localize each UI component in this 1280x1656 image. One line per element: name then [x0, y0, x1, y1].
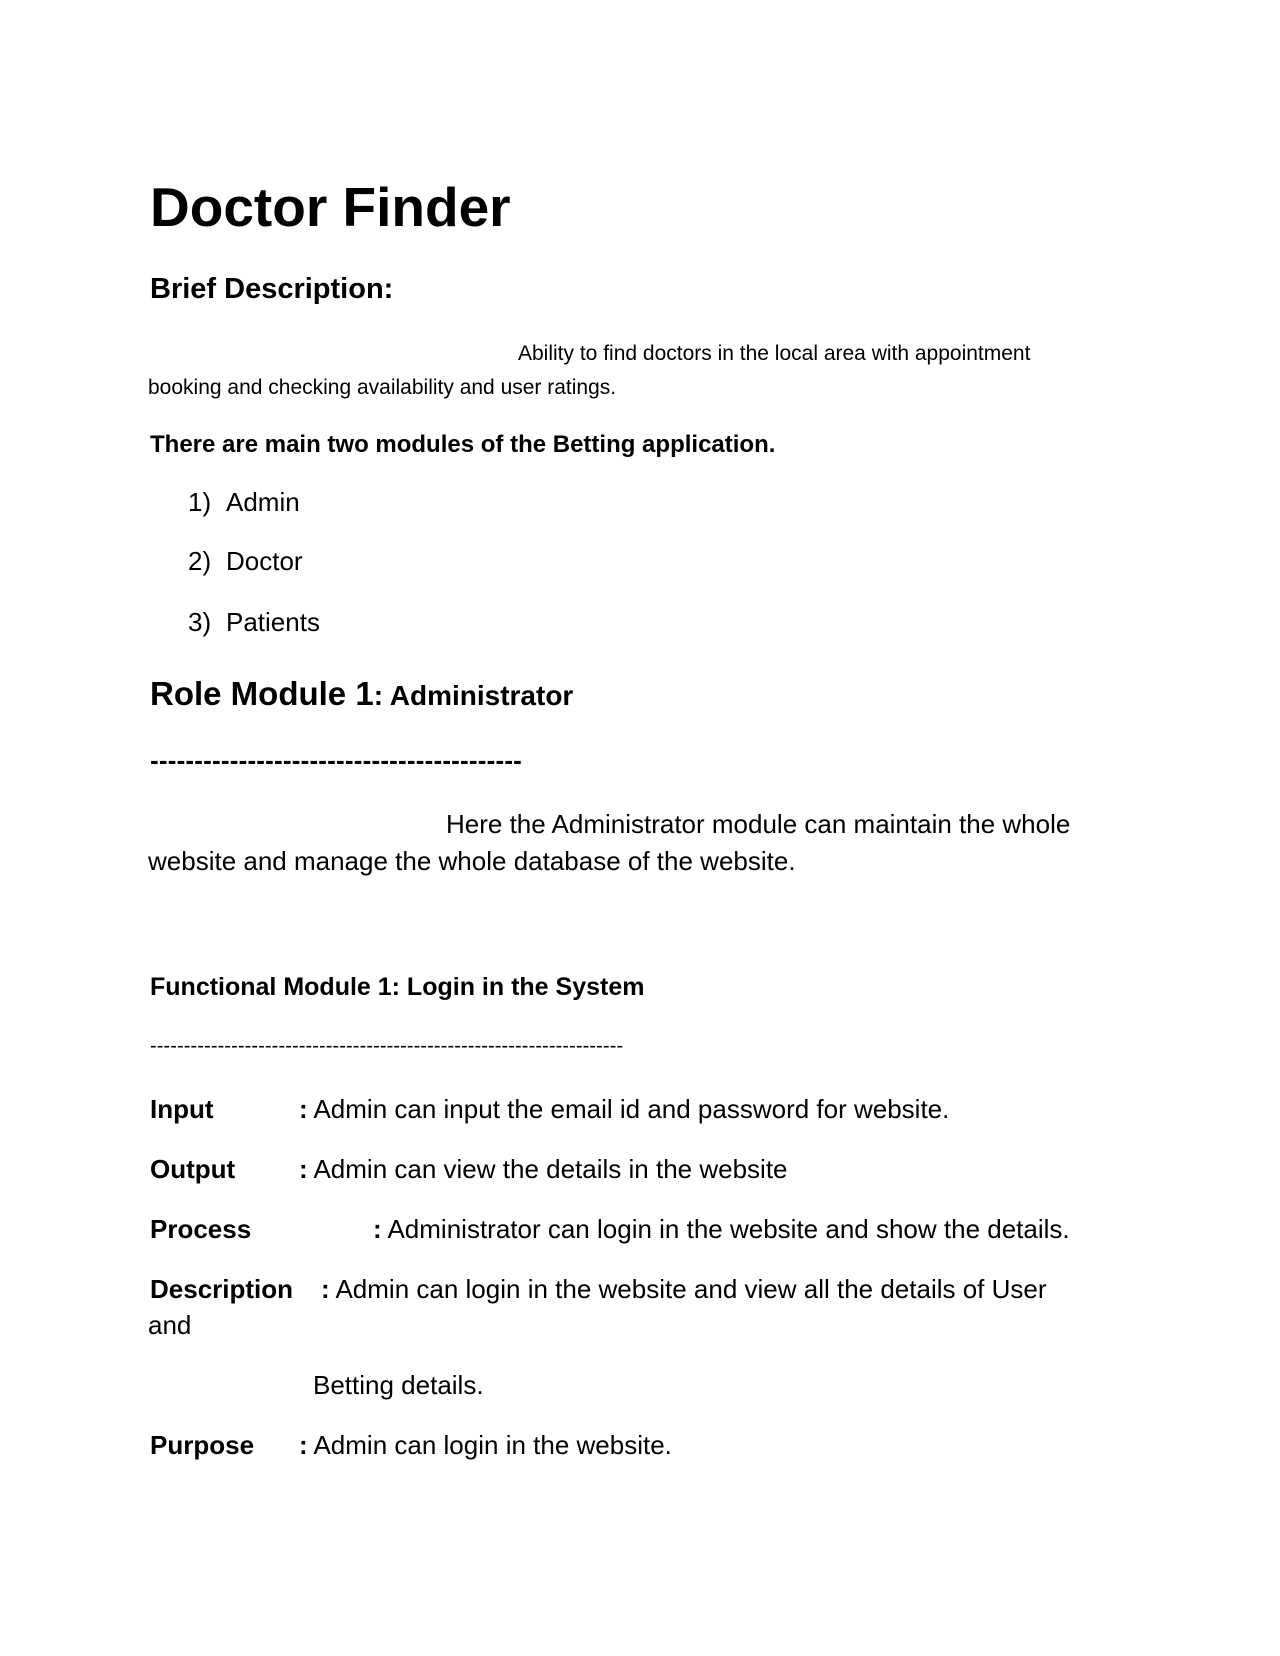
list-item — [188, 488, 300, 518]
admin-description-line2: website and manage the whole database of the website. — [148, 846, 796, 876]
role-module-heading — [150, 675, 573, 713]
functional-module-heading: Functional Module 1: Login in the System — [150, 973, 645, 1001]
list-item-label: Doctor — [226, 546, 303, 576]
list-item-label: Admin — [226, 487, 300, 517]
role-module-title: Role Module 1 — [150, 675, 374, 712]
output-value: Admin can view the details in the website — [313, 1154, 788, 1184]
process-row-value — [373, 1215, 1070, 1245]
role-module-subtitle: : Administrator — [373, 680, 574, 711]
list-item — [188, 547, 303, 577]
brief-description-line2: booking and checking availability and user ratings. — [148, 376, 617, 399]
input-colon: : — [299, 1094, 308, 1124]
description-row-value — [321, 1275, 1047, 1305]
document-title: Doctor Finder — [150, 176, 511, 238]
output-row-value — [299, 1155, 788, 1185]
output-colon: : — [299, 1154, 308, 1184]
bold-dash-separator: ------------------------------------------ — [150, 745, 523, 775]
input-label: Input — [150, 1094, 214, 1124]
brief-description-heading: Brief Description: — [150, 273, 394, 305]
brief-description-line1: Ability to find doctors in the local area with appointment — [518, 342, 1031, 365]
process-value: Administrator can login in the website and show the details. — [387, 1214, 1070, 1244]
process-colon: : — [373, 1214, 382, 1244]
list-item-label: Patients — [226, 607, 320, 637]
list-item — [188, 608, 320, 638]
purpose-label: Purpose — [150, 1430, 255, 1460]
description-continuation-2: Betting details. — [313, 1370, 484, 1400]
description-continuation: and — [148, 1310, 192, 1340]
description-value: Admin can login in the website and view all the details of User — [335, 1274, 1047, 1304]
process-label: Process — [150, 1214, 252, 1244]
purpose-colon: : — [299, 1430, 308, 1460]
input-value: Admin can input the email id and password for website. — [313, 1094, 950, 1124]
thin-dash-separator: ---------------------------------------------------------------------- — [150, 1035, 624, 1057]
admin-description-line1: Here the Administrator module can maintain the whole — [446, 809, 1071, 839]
output-label: Output — [150, 1154, 236, 1184]
list-item-number: 2) — [188, 546, 212, 576]
list-item-number: 3) — [188, 607, 212, 637]
list-item-number: 1) — [188, 487, 212, 517]
purpose-row-value — [299, 1431, 672, 1461]
description-colon: : — [321, 1274, 330, 1304]
input-row-value — [299, 1095, 949, 1125]
modules-heading: There are main two modules of the Betting application. — [150, 431, 776, 458]
description-label: Description — [150, 1274, 294, 1304]
purpose-value: Admin can login in the website. — [313, 1430, 672, 1460]
